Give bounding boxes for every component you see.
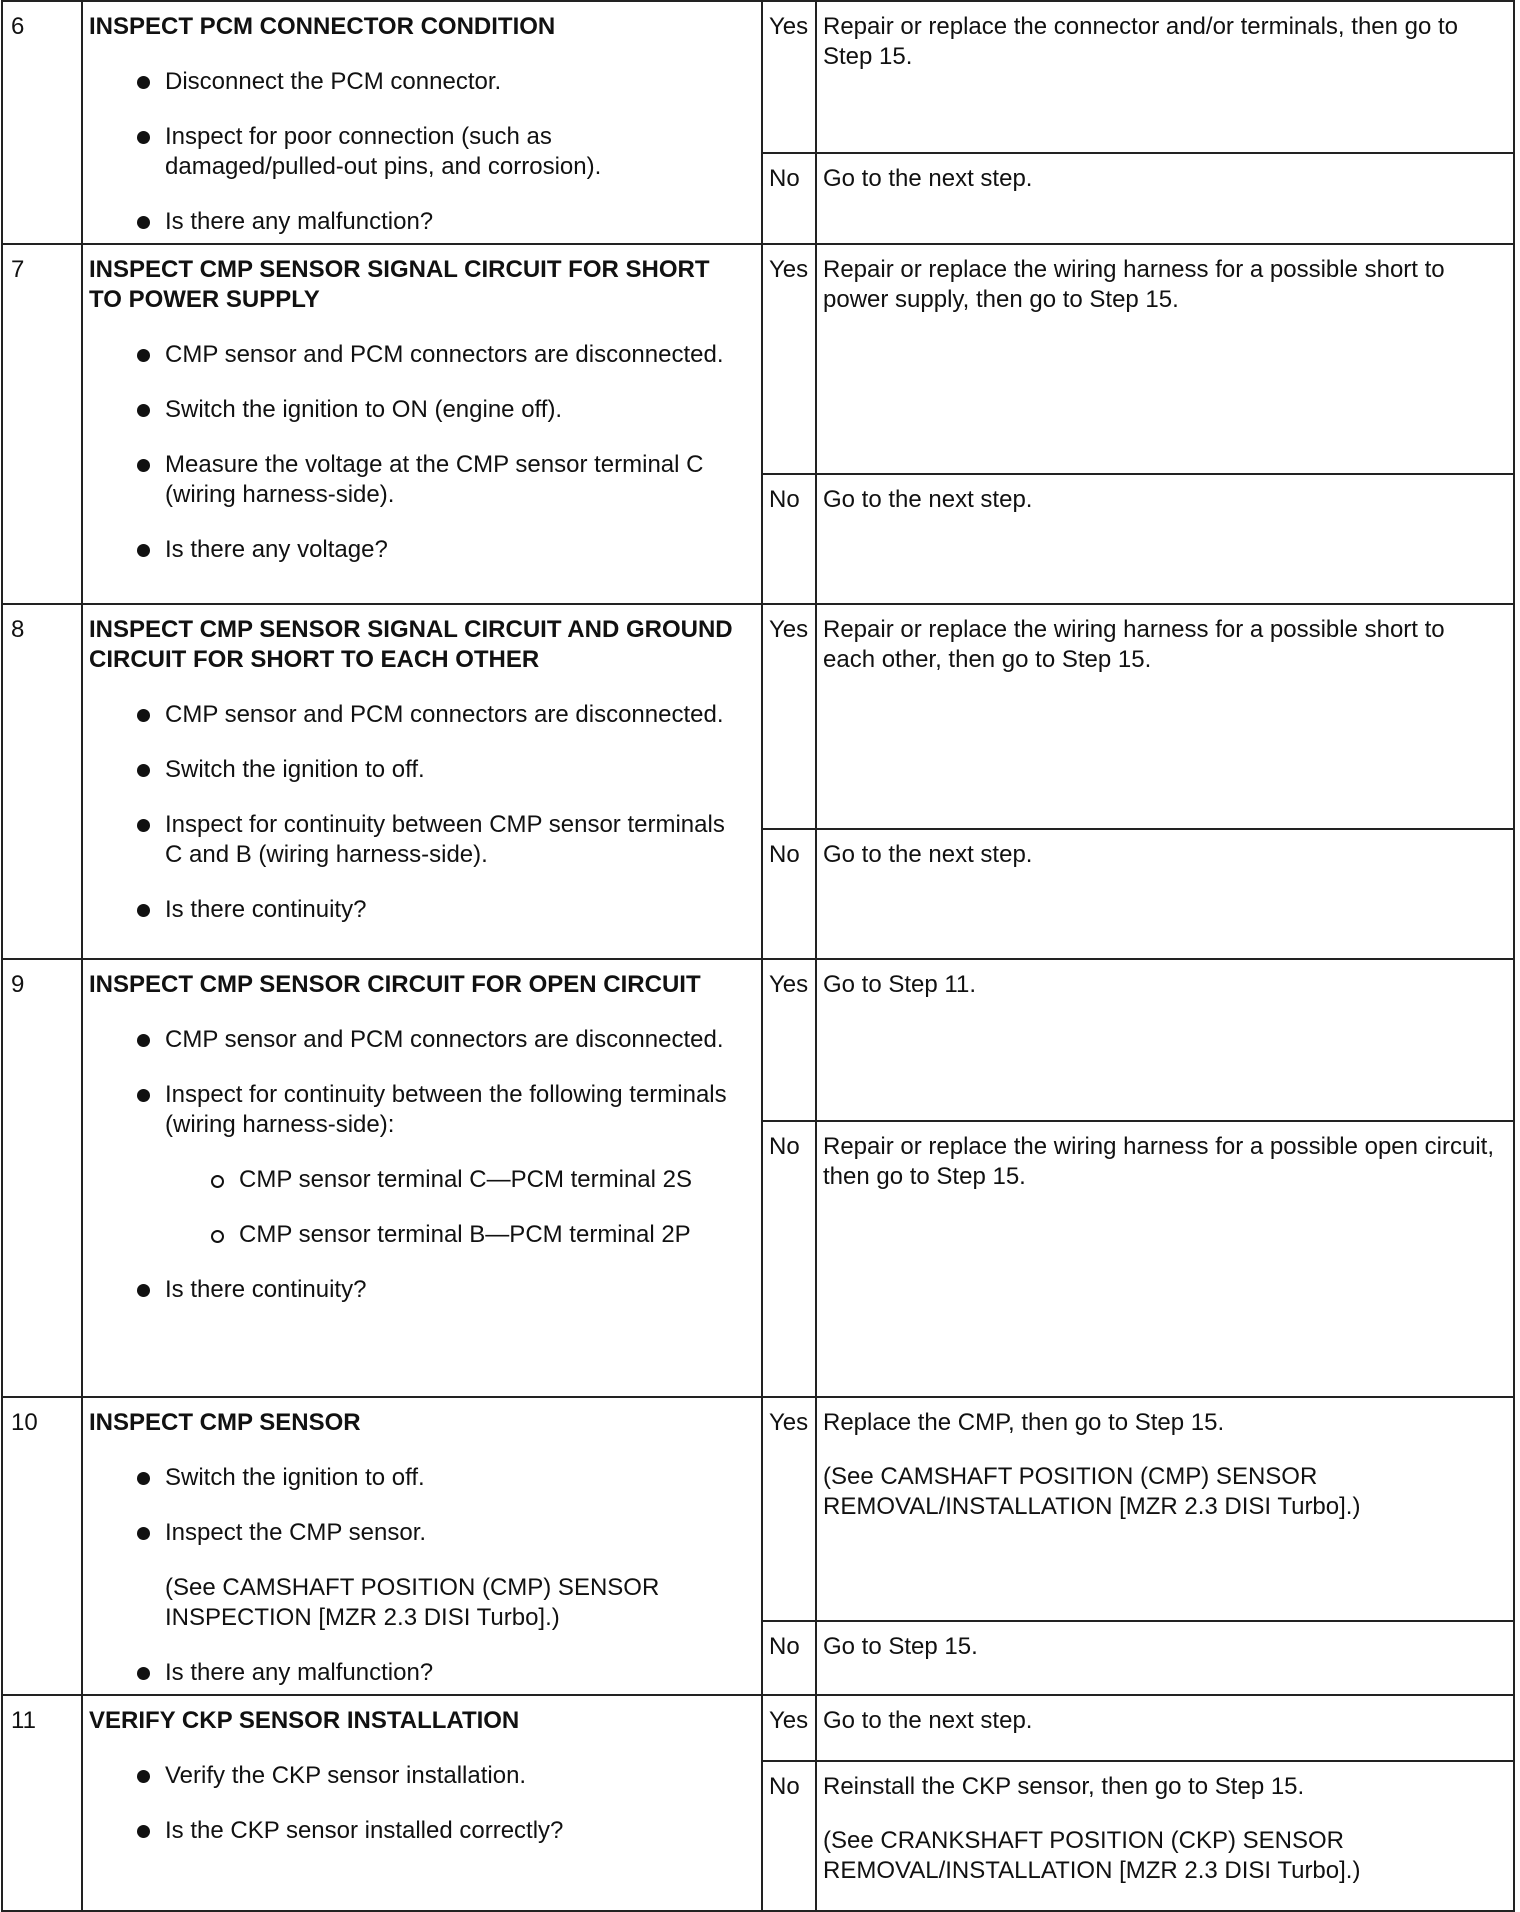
step-item: CMP sensor and PCM connectors are disconnected. xyxy=(89,700,753,730)
step-item: Inspect for continuity between CMP sensor terminals C and B (wiring harness-side). xyxy=(89,810,753,870)
yes-result xyxy=(816,1397,1514,1621)
yes-result-text: Replace the CMP, then go to Step 15. xyxy=(823,1409,1225,1436)
no-result xyxy=(816,1121,1514,1397)
step-7-yes-row xyxy=(2,244,1514,474)
yes-result xyxy=(816,1,1514,153)
step-items xyxy=(89,1658,753,1688)
step-number: 9 xyxy=(2,959,82,1397)
no-label: No xyxy=(762,1121,816,1397)
step-8-yes-row xyxy=(2,604,1514,829)
step-9-yes-row xyxy=(2,959,1514,1121)
step-item: Measure the voltage at the CMP sensor terminal C (wiring harness-side). xyxy=(89,450,753,510)
step-item: Is there continuity? xyxy=(89,895,753,925)
no-label: No xyxy=(762,1761,816,1911)
step-number: 8 xyxy=(2,604,82,959)
yes-result-text: Go to the next step. xyxy=(823,1707,1033,1734)
step-item: Switch the ignition to off. xyxy=(89,755,753,785)
step-subitem: CMP sensor terminal B—PCM terminal 2P xyxy=(89,1220,753,1250)
step-items xyxy=(89,1025,753,1305)
no-label: No xyxy=(762,829,816,959)
no-result xyxy=(816,1761,1514,1911)
step-title: INSPECT CMP SENSOR xyxy=(89,1409,361,1436)
diagnostic-table xyxy=(1,0,1515,1912)
step-title: VERIFY CKP SENSOR INSTALLATION xyxy=(89,1707,520,1734)
yes-result-text: Repair or replace the connector and/or terminals, then go to Step 15. xyxy=(823,13,1459,70)
step-item: Inspect for continuity between the following terminals (wiring harness-side): xyxy=(89,1080,753,1140)
step-6-yes-row xyxy=(2,1,1514,153)
step-number: 6 xyxy=(2,1,82,244)
step-number: 10 xyxy=(2,1397,82,1695)
yes-result-text: Repair or replace the wiring harness for a possible short to each other, then go to Step 15. xyxy=(823,616,1445,673)
no-result-text: Go to Step 15. xyxy=(823,1632,978,1660)
no-result xyxy=(816,1621,1514,1695)
step-item: CMP sensor and PCM connectors are disconnected. xyxy=(89,340,753,370)
step-item: Verify the CKP sensor installation. xyxy=(89,1761,753,1791)
yes-label: Yes xyxy=(762,244,816,474)
yes-label: Yes xyxy=(762,959,816,1121)
step-items xyxy=(89,700,753,925)
step-11-action xyxy=(82,1695,762,1911)
diagnostic-procedure-sheet xyxy=(1,0,1513,1912)
no-reference-note: (See CRANKSHAFT POSITION (CKP) SENSOR REMOVAL/INSTALLATION [MZR 2.3 DISI Turbo].) xyxy=(823,1827,1361,1884)
no-label: No xyxy=(762,1621,816,1695)
step-item: Switch the ignition to ON (engine off). xyxy=(89,395,753,425)
yes-label: Yes xyxy=(762,1397,816,1621)
step-item: Switch the ignition to off. xyxy=(89,1463,753,1493)
no-result-text: Go to the next step. xyxy=(823,486,1033,513)
no-result-text: Go to the next step. xyxy=(823,164,1033,192)
step-items xyxy=(89,1463,753,1548)
no-result xyxy=(816,829,1514,959)
step-item: Inspect the CMP sensor. xyxy=(89,1518,753,1548)
step-number: 11 xyxy=(2,1695,82,1911)
step-10-yes-row xyxy=(2,1397,1514,1621)
step-item: Inspect for poor connection (such as damaged/pulled-out pins, and corrosion). xyxy=(89,122,753,182)
step-title: INSPECT CMP SENSOR SIGNAL CIRCUIT FOR SHORT TO POWER SUPPLY xyxy=(89,256,710,313)
no-result-text: Go to the next step. xyxy=(823,841,1033,868)
yes-result xyxy=(816,244,1514,474)
step-item: Is there any malfunction? xyxy=(89,207,753,237)
no-result xyxy=(816,474,1514,604)
step-title: INSPECT CMP SENSOR SIGNAL CIRCUIT AND GROUND CIRCUIT FOR SHORT TO EACH OTHER xyxy=(89,616,733,673)
step-title: INSPECT CMP SENSOR CIRCUIT FOR OPEN CIRCUIT xyxy=(89,971,701,998)
step-item: CMP sensor and PCM connectors are disconnected. xyxy=(89,1025,753,1055)
no-result xyxy=(816,153,1514,244)
yes-result xyxy=(816,604,1514,829)
step-11-yes-row xyxy=(2,1695,1514,1761)
yes-result xyxy=(816,1695,1514,1761)
step-item: Is the CKP sensor installed correctly? xyxy=(89,1816,753,1846)
yes-result-text: Repair or replace the wiring harness for a possible short to power supply, then go to Step 15. xyxy=(823,256,1445,313)
yes-label: Yes xyxy=(762,1,816,153)
step-number: 7 xyxy=(2,244,82,604)
step-item: Is there any voltage? xyxy=(89,535,753,565)
step-title: INSPECT PCM CONNECTOR CONDITION xyxy=(89,13,556,40)
step-10-action xyxy=(82,1397,762,1695)
yes-label: Yes xyxy=(762,604,816,829)
step-reference-note: (See CAMSHAFT POSITION (CMP) SENSOR INSPECTION [MZR 2.3 DISI Turbo].) xyxy=(165,1574,660,1631)
step-items xyxy=(89,1761,753,1846)
step-item: Is there continuity? xyxy=(89,1275,753,1305)
no-result-text: Repair or replace the wiring harness for a possible open circuit, then go to Step 15. xyxy=(823,1133,1495,1190)
step-9-action xyxy=(82,959,762,1397)
step-item: Is there any malfunction? xyxy=(89,1658,753,1688)
yes-result-text: Go to Step 11. xyxy=(823,971,976,998)
no-label: No xyxy=(762,474,816,604)
step-item: Disconnect the PCM connector. xyxy=(89,67,753,97)
yes-reference-note: (See CAMSHAFT POSITION (CMP) SENSOR REMOVAL/INSTALLATION [MZR 2.3 DISI Turbo].) xyxy=(823,1463,1361,1520)
no-label: No xyxy=(762,153,816,244)
step-7-action xyxy=(82,244,762,604)
step-8-action xyxy=(82,604,762,959)
step-items xyxy=(89,67,753,237)
step-subitem: CMP sensor terminal C—PCM terminal 2S xyxy=(89,1165,753,1195)
yes-label: Yes xyxy=(762,1695,816,1761)
step-items xyxy=(89,340,753,565)
step-6-action xyxy=(82,1,762,244)
yes-result xyxy=(816,959,1514,1121)
no-result-text: Reinstall the CKP sensor, then go to Step 15. xyxy=(823,1773,1305,1800)
